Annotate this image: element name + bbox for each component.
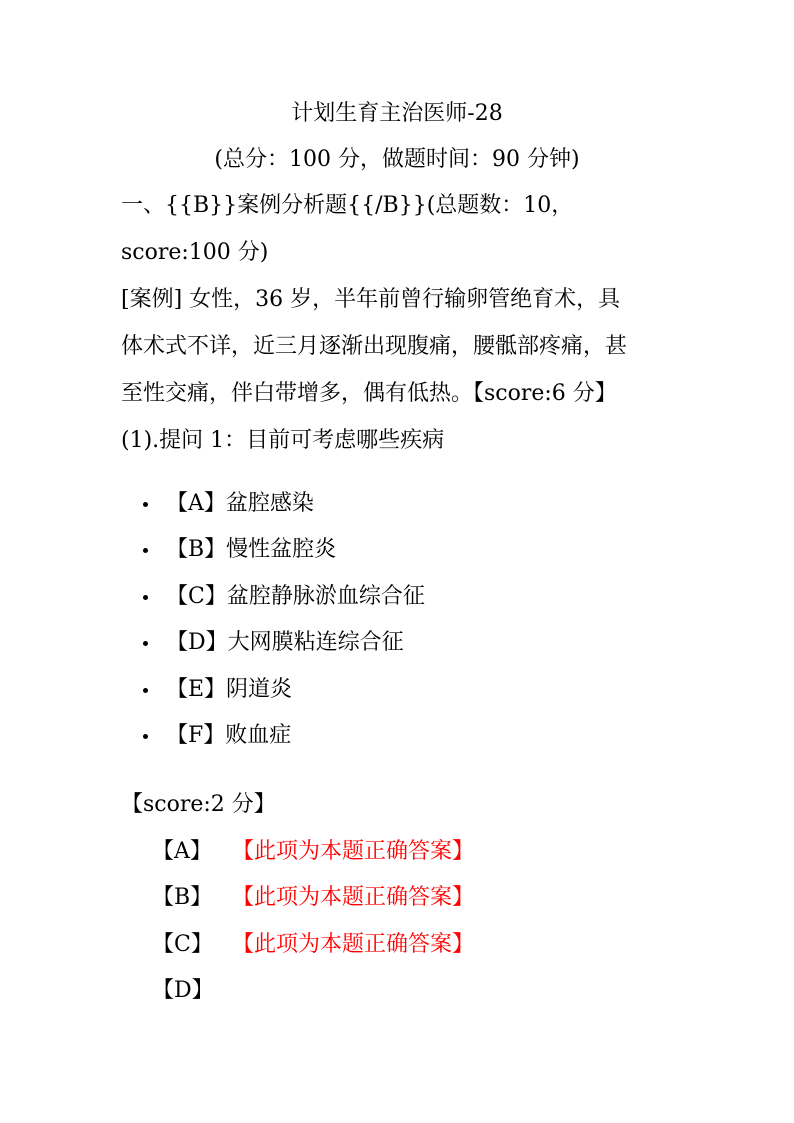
- correct-answer-mark: 【此项为本题正确答案】: [232, 839, 475, 864]
- option-label: 【E】阴道炎: [166, 676, 293, 702]
- bullet-icon: [143, 548, 148, 553]
- bullet-icon: [143, 688, 148, 693]
- option-item: [121, 581, 425, 627]
- case-text-line-2: 体术式不详，近三月逐渐出现腹痛，腰骶部疼痛，甚: [121, 334, 628, 359]
- answer-row: [152, 929, 474, 975]
- section-heading-line-2: score:100 分): [121, 240, 269, 265]
- answer-letter: 【A】: [152, 839, 212, 864]
- bullet-icon: [143, 595, 148, 600]
- option-label: 【D】大网膜粘连综合征: [166, 630, 404, 656]
- option-item: [121, 488, 425, 534]
- bullet-icon: [143, 641, 148, 646]
- option-label: 【A】盆腔感染: [166, 491, 314, 516]
- question-text: (1).提问 1：目前可考虑哪些疾病: [121, 428, 445, 453]
- option-label: 【B】慢性盆腔炎: [166, 537, 337, 563]
- answer-row: [152, 882, 474, 928]
- option-list: [121, 488, 425, 766]
- answer-row: [152, 975, 474, 1021]
- option-label: 【F】败血症: [166, 722, 292, 748]
- case-text-line-3: 至性交痛，伴白带增多，偶有低热。【score:6 分】: [121, 381, 617, 406]
- answer-row: [152, 836, 474, 882]
- option-item: [121, 627, 425, 673]
- exam-meta: (总分：100 分，做题时间：90 分钟): [214, 147, 580, 172]
- question-score: 【score:2 分】: [121, 792, 276, 817]
- page-title: 计划生育主治医师-28: [291, 101, 503, 126]
- option-item: [121, 720, 425, 766]
- option-item: [121, 674, 425, 720]
- section-heading-line-1: 一、{{B}}案例分析题{{/B}}(总题数：10，: [121, 193, 574, 218]
- answer-key: [152, 836, 474, 1021]
- bullet-icon: [143, 502, 148, 507]
- answer-letter: 【C】: [152, 931, 213, 957]
- correct-answer-mark: 【此项为本题正确答案】: [232, 885, 475, 911]
- option-label: 【C】盆腔静脉淤血综合征: [166, 583, 425, 609]
- bullet-icon: [143, 734, 148, 739]
- case-text-line-1: [案例] 女性，36 岁，半年前曾行输卵管绝育术，具: [121, 287, 621, 312]
- answer-letter: 【B】: [152, 885, 213, 911]
- answer-letter: 【D】: [152, 977, 214, 1003]
- correct-answer-mark: 【此项为本题正确答案】: [232, 931, 475, 957]
- option-item: [121, 534, 425, 580]
